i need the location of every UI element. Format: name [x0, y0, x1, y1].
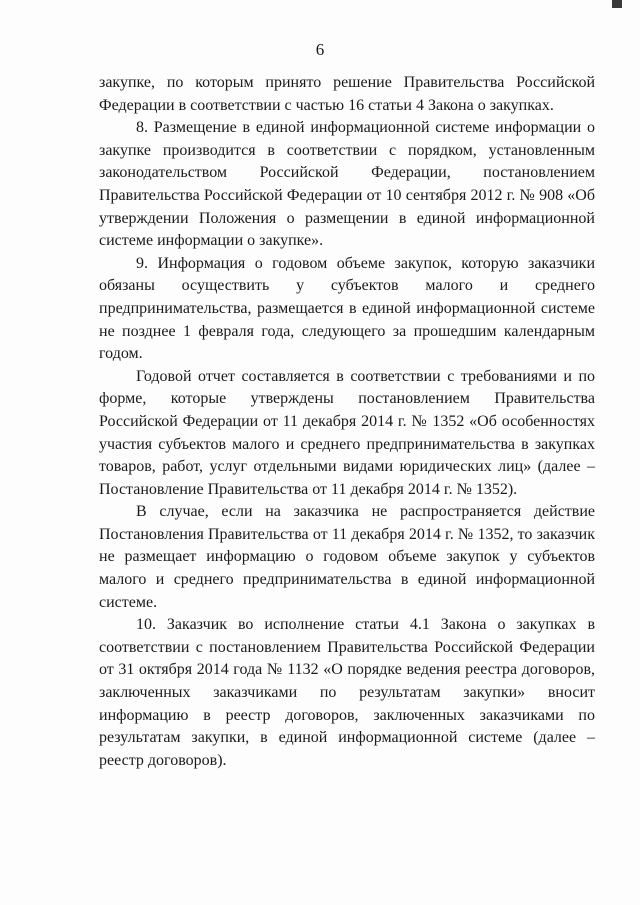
- paragraph-exception: В случае, если на заказчика не распространяется действие Постановления Правительства от 11 декабря 2014 г. № 1352, то заказчик не размещает информацию о годовом объеме закупок у субъектов малого и среднего предпринимательства в единой информационной системе.: [99, 503, 595, 611]
- scan-edge-mark: [612, 0, 622, 8]
- paragraph-clause-9: 9. Информация о годовом объеме закупок, которую заказчики обязаны осуществить у субъектов малого и среднего предпринимательства, размещается в единой информационной системе не позднее 1 февраля года, следующего за прошедшим календарным годом.: [99, 254, 595, 363]
- page-body: [99, 72, 595, 772]
- paragraph-annual-report: Годовой отчет составляется в соответствии с требованиями и по форме, которые утверждены постановлением Правительства Российской Федерации от 11 декабря 2014 г. № 1352 «Об особенностях участия субъектов малого и среднего предпринимательства в закупках товаров, работ, услуг отдельными видами юридических лиц» (далее – Постановление Правительства от 11 декабря 2014 г. № 1352).: [99, 367, 595, 498]
- paragraph-clause-10: 10. Заказчик во исполнение статьи 4.1 Закона о закупках в соответствии с постановлением Правительства Российской Федерации от 31 октября 2014 года № 1132 «О порядке ведения реестра договоров, заключенных заказчиками по результатам закупки» вносит информацию в реестр договоров, заключенных заказчиками по результатам закупки, в единой информационной системе (далее – реестр договоров).: [99, 616, 595, 769]
- paragraph-clause-8: 8. Размещение в единой информационной системе информации о закупке производится в соответствии с порядком, установленным законодательством Российской Федерации, постановлением Правительства Российской Федерации от 10 сентября 2012 г. № 908 «Об утверждении Положения о размещении в единой информационной системе информации о закупке».: [99, 119, 595, 250]
- paragraph-continuation: закупке, по которым принято решение Правительства Российской Федерации в соответствии с частью 16 статьи 4 Закона о закупках.: [99, 74, 595, 114]
- page-number: 6: [315, 40, 325, 59]
